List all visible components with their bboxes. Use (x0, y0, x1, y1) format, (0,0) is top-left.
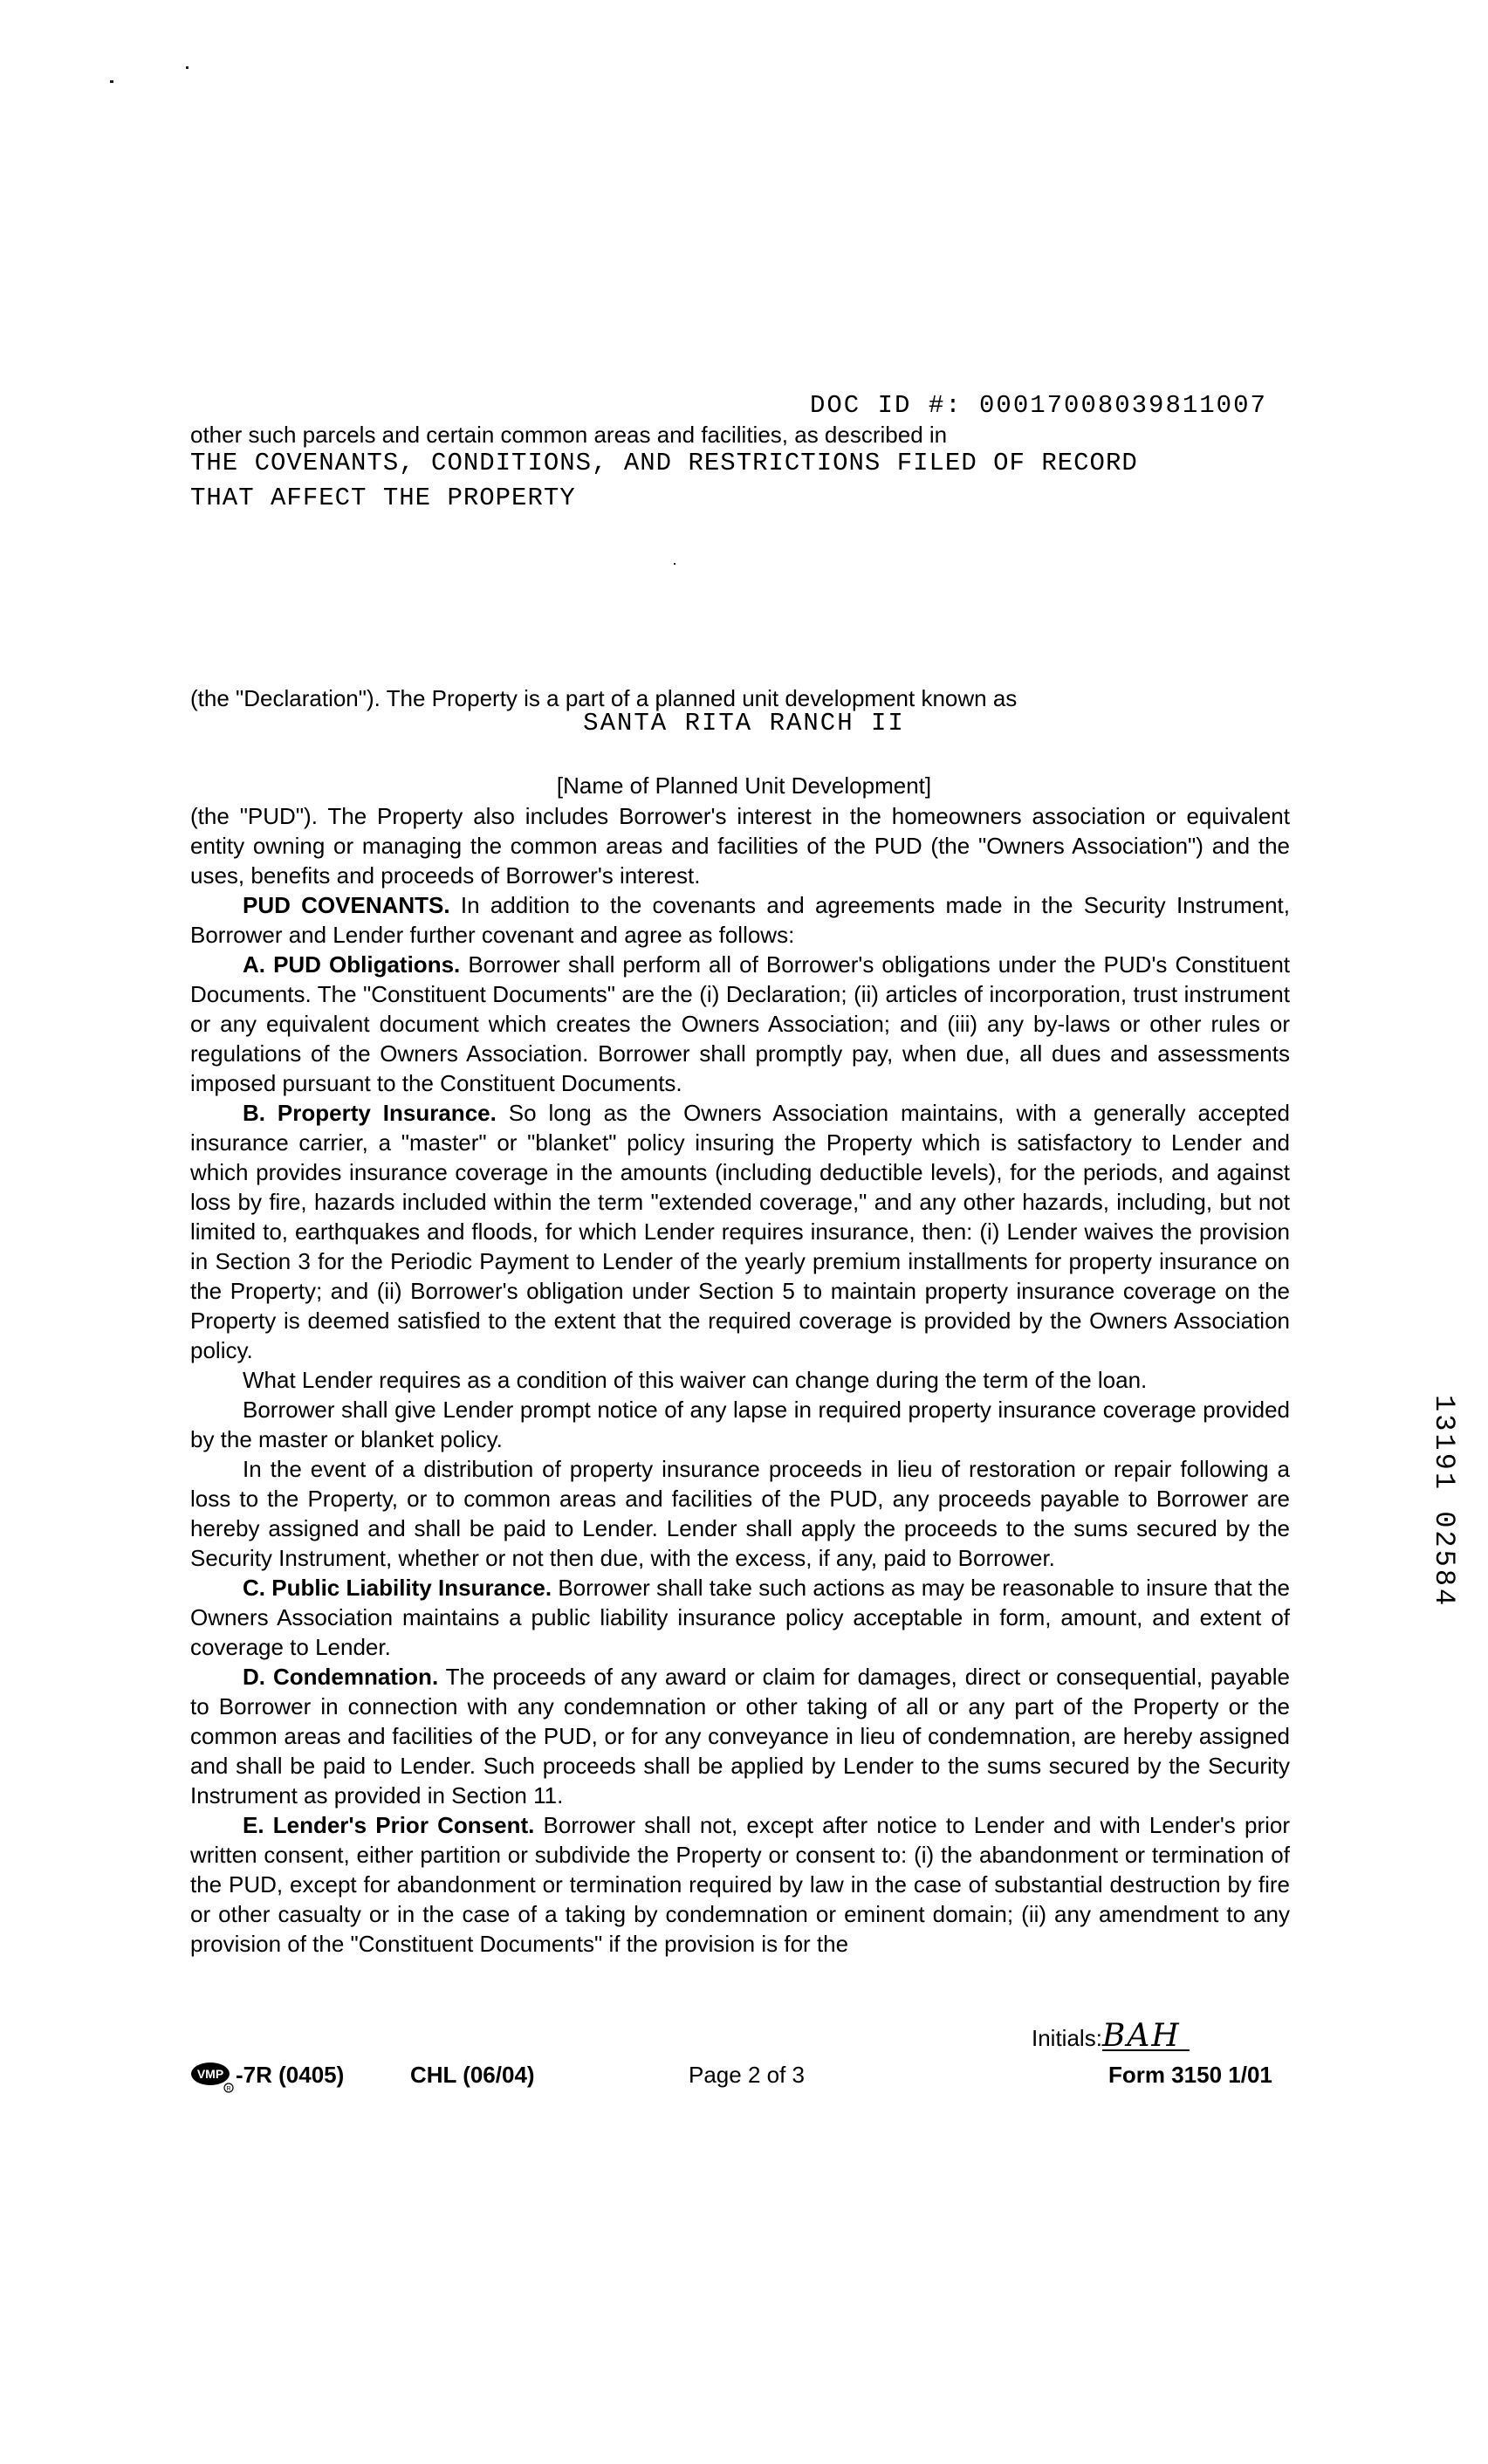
margin-recording-stamp (1424, 1395, 1460, 1639)
vmp-logo-icon (190, 2062, 234, 2093)
pud-name-caption: [Name of Planned Unit Development] (556, 772, 932, 799)
vmp-logo-text: VMP (196, 2067, 224, 2081)
section-a-text: Borrower shall perform all of Borrower's obligations under the PUD's Constituent Documents. The "Constituent Documents" are the (i) Declaration; (ii) articles of incorporation, trust instrument or any equivalent document which creates the Owners Association; and (iii) any by-laws or other rules or regulations of the Owners Association. Borrower shall promptly pay, when due, all dues and assessments imposed pursuant to the Constituent Documents. (190, 951, 1290, 1096)
section-b-distribution: In the event of a distribution of property insurance proceeds in lieu of restoration or repair following a loss to the Property, or to common areas and facilities of the PUD, any proceeds payable to Borrower are hereby assigned and shall be paid to Lender. Lender shall apply the proceeds to the sums secured by the Security Instrument, whether or not then due, with the excess, if any, paid to Borrower. (190, 1456, 1290, 1571)
intro-lead: other such parcels and certain common areas and facilities, as described in (190, 422, 948, 448)
section-d-heading: D. Condemnation. (243, 1664, 439, 1690)
footer-form-code: -7R (0405) (236, 2062, 345, 2088)
initials-block (1032, 2018, 1190, 2054)
section-a (190, 950, 1290, 1098)
margin-stamp-text: 13191 02584 (1428, 1395, 1460, 1609)
covenants-line-2: THAT AFFECT THE PROPERTY (190, 484, 576, 512)
scan-speck (186, 66, 189, 69)
section-e (190, 1810, 1290, 1959)
section-e-heading: E. Lender's Prior Consent. (243, 1812, 535, 1838)
pud-name: SANTA RITA RANCH II (583, 709, 905, 738)
covenants-heading: PUD COVENANTS. (243, 892, 450, 918)
section-d (190, 1662, 1290, 1810)
svg-text:R: R (226, 2086, 231, 2092)
footer-form-number: Form 3150 1/01 (1108, 2062, 1272, 2088)
pud-paragraph: (the "PUD"). The Property also includes Borrower's interest in the homeowners association or equivalent entity owning or managing the common areas and facilities of the PUD (the "Owners Association") and the uses, benefits and proceeds of Borrower's interest. (190, 803, 1290, 889)
footer-chl: CHL (06/04) (410, 2062, 535, 2088)
scan-speck (110, 80, 113, 83)
section-e-text: Borrower shall not, except after notice to Lender and with Lender's prior written consent, either partition or subdivide the Property or consent to: (i) the abandonment or termination of the PUD, except for abandonment or termination required by law in the case of substantial destruction by fire or other casualty or in the case of a taking by condemnation or eminent domain; (ii) any amendment to any provision of the "Constituent Documents" if the provision is for the (190, 1812, 1290, 1957)
covenants-text: In addition to the covenants and agreements made in the Security Instrument, Borrower and Lender further covenant and agree as follows: (190, 892, 1290, 948)
section-b-notice: Borrower shall give Lender prompt notice of any lapse in required property insurance coverage provided by the master or blanket policy. (190, 1397, 1290, 1452)
doc-id: DOC ID #: 00017008039811007 (810, 391, 1267, 420)
declaration-line: (the "Declaration"). The Property is a part of a planned unit development known as (190, 685, 1018, 711)
section-c-heading: C. Public Liability Insurance. (243, 1575, 552, 1601)
section-b-heading: B. Property Insurance. (243, 1100, 497, 1126)
rider-body (190, 801, 1290, 1959)
section-c-text: Borrower shall take such actions as may be reasonable to insure that the Owners Association maintains a public liability insurance policy acceptable in form, amount, and extent of coverage to Lender. (190, 1575, 1290, 1660)
section-b-text: So long as the Owners Association maintains, with a generally accepted insurance carrier, a "master" or "blanket" policy insuring the Property which is satisfactory to Lender and which provides insurance coverage in the amounts (including deductible levels), for the periods, and against loss by fire, hazards included within the term "extended coverage," and any other hazards, including, but not limited to, earthquakes and floods, for which Lender requires insurance, then: (i) Lender waives the provision in Section 3 for the Periodic Payment to Lender of the yearly premium installments for property insurance on the Property; and (ii) Borrower's obligation under Section 5 to maintain property insurance coverage on the Property is deemed satisfied to the extent that the required coverage is provided by the Owners Association policy. (190, 1100, 1290, 1363)
covenants-line-1: THE COVENANTS, CONDITIONS, AND RESTRICTIONS FILED OF RECORD (190, 449, 1138, 477)
covenants-paragraph (190, 890, 1290, 950)
section-b-waiver: What Lender requires as a condition of this waiver can change during the term of the loan. (243, 1367, 1148, 1393)
initials-signature: BAH (1102, 2023, 1190, 2051)
section-d-text: The proceeds of any award or claim for damages, direct or consequential, payable to Borrower in connection with any condemnation or other taking of all or any part of the Property or the common areas and facilities of the PUD, or for any conveyance in lieu of condemnation, are hereby assigned and shall be paid to Lender. Such proceeds shall be applied by Lender to the sums secured by the Security Instrument as provided in Section 11. (190, 1664, 1290, 1809)
section-c (190, 1573, 1290, 1662)
footer-page-number: Page 2 of 3 (689, 2062, 805, 2088)
section-a-heading: A. PUD Obligations. (243, 951, 461, 978)
section-b (190, 1098, 1290, 1365)
scan-speck (674, 563, 675, 565)
initials-label: Initials: (1032, 2025, 1102, 2051)
